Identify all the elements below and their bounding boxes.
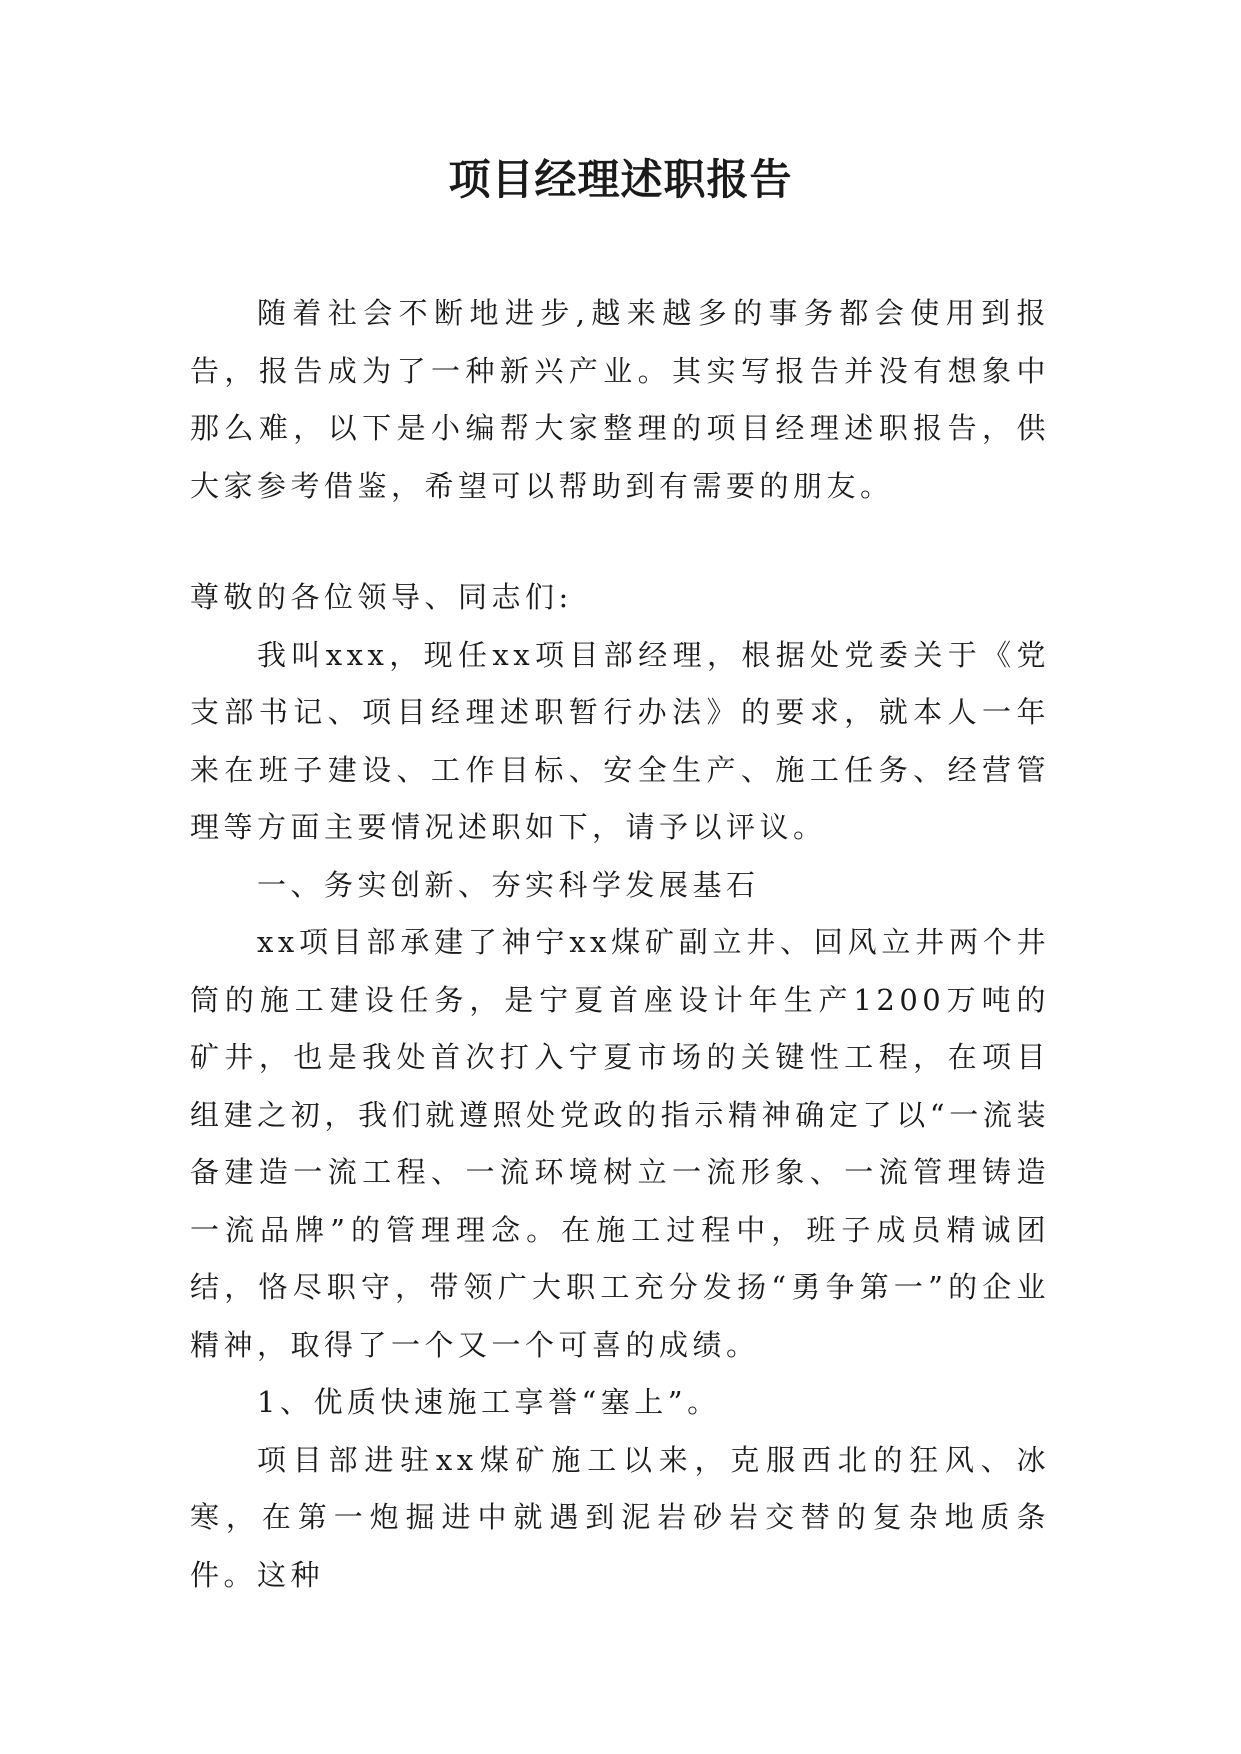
body-paragraph: xx项目部承建了神宁xx煤矿副立井、回风立井两个井筒的施工建设任务，是宁夏首座设计年生产1200万吨的矿井，也是我处首次打入宁夏市场的关键性工程，在项目组建之初，我们就遵照处党政的指示精神确定了以“一流装备建造一流工程、一流环境树立一流形象、一流管理铸造一流品牌”的管理理念。在施工过程中，班子成员精诚团结，恪尽职守，带领广大职工充分发扬“勇争第一”的企业精神，取得了一个又一个可喜的成绩。: [190, 925, 1050, 1362]
paragraph-spacer: [190, 515, 1050, 569]
body-paragraph: 我叫xxx，现任xx项目部经理，根据处党委关于《党支部书记、项目经理述职暂行办法》的要求，就本人一年来在班子建设、工作目标、安全生产、施工任务、经营管理等方面主要情况述职如下，请予以评议。: [190, 637, 1050, 844]
subsection-heading: 1、优质快速施工享誉“塞上”。: [257, 1385, 721, 1419]
document-title: 项目经理述职报告: [448, 155, 793, 204]
document-body: [190, 285, 1050, 1604]
body-paragraph: 项目部进驻xx煤矿施工以来，克服西北的狂风、冰寒，在第一炮掘进中就遇到泥岩砂岩交替的复杂地质条件。这种: [190, 1442, 1050, 1592]
intro-paragraph: 随着社会不断地进步,越来越多的事务都会使用到报告，报告成为了一种新兴产业。其实写报告并没有想象中那么难，以下是小编帮大家整理的项目经理述职报告，供大家参考借鉴，希望可以帮助到有需要的朋友。: [190, 296, 1050, 503]
section-heading: 一、务实创新、夯实科学发展基石: [257, 867, 760, 902]
salutation: 尊敬的各位领导、同志们:: [190, 580, 573, 614]
